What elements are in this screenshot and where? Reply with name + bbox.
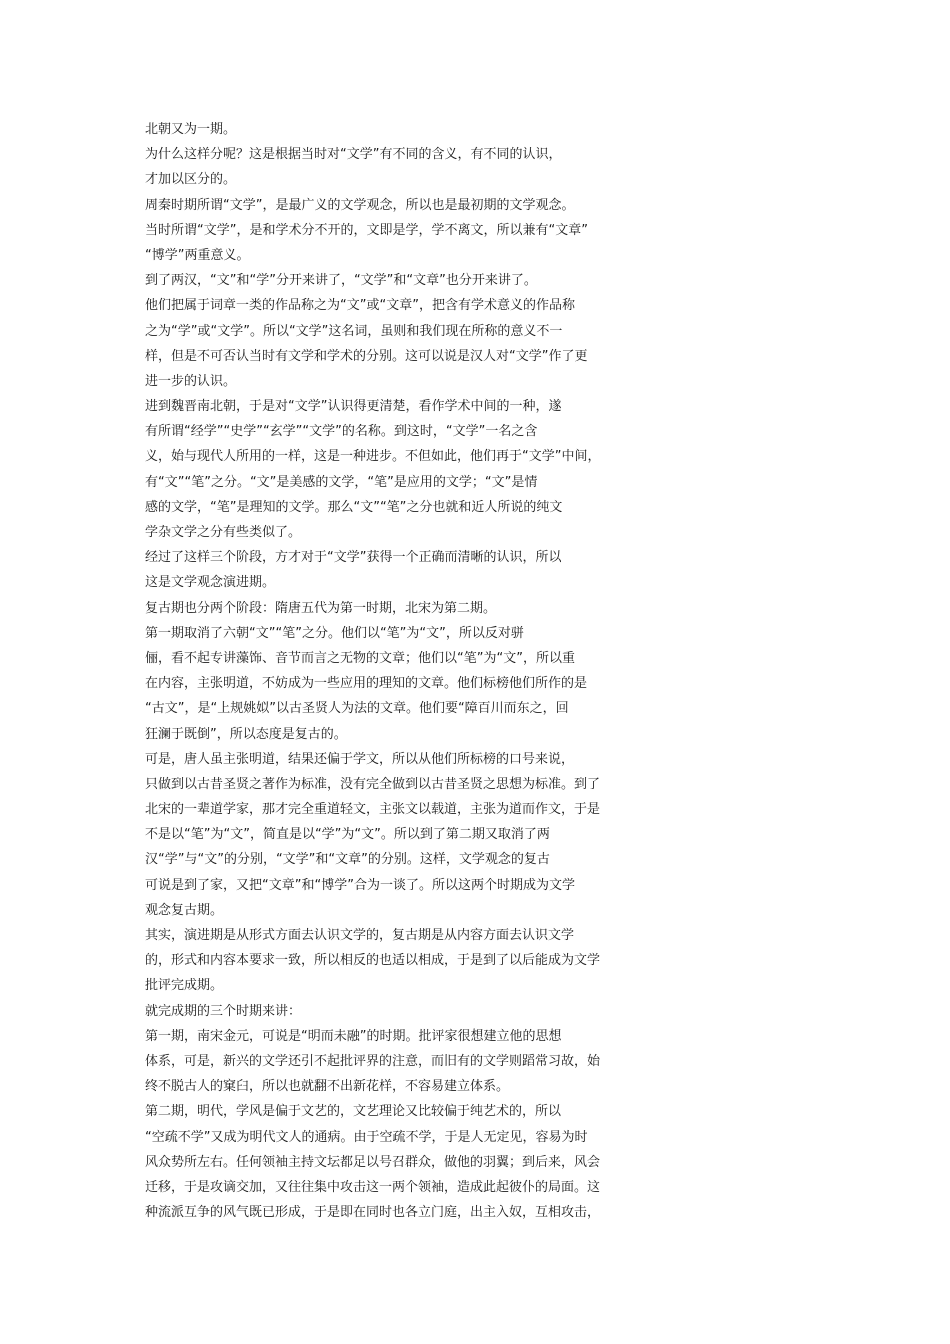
text-line: 其实，演进期是从形式方面去认识文学的，复古期是从内容方面去认识文学 — [145, 928, 575, 943]
text-line: “空疏不学”又成为明代文人的通病。由于空疏不学，于是人无定见，容易为时 — [145, 1129, 588, 1145]
text-line: “古文”，是“上规姚姒”以古圣贤人为法的文章。他们要“障百川而东之，回 — [145, 701, 569, 717]
text-line: “博学”两重意义。 — [145, 247, 250, 263]
text-line: 终不脱古人的窠臼，所以也就翻不出新花样，不容易建立体系。 — [145, 1079, 510, 1095]
text-line: 就完成期的三个时期来讲： — [145, 1003, 302, 1019]
text-line: 第一期，南宋金元，可说是“明而未融”的时期。批评家很想建立他的思想 — [145, 1028, 562, 1044]
text-line: 汉“学”与“文”的分别，“文学”和“文章”的分别。这样，文学观念的复古 — [145, 852, 550, 868]
text-line: 之为“学”或“文学”。所以“文学”这名词，虽则和我们现在所称的意义不一 — [145, 323, 563, 339]
text-line: 进到魏晋南北朝，于是对“文学”认识得更清楚，看作学术中间的一种，遂 — [145, 399, 562, 415]
text-line: 有所谓“经学”“史学”“玄学”“文学”的名称。到这时，“文学”一名之含 — [145, 424, 538, 440]
text-line: 这是文学观念演进期。 — [145, 575, 276, 591]
text-line: 在内容，主张明道，不妨成为一些应用的理知的文章。他们标榜他们所作的是 — [145, 676, 588, 692]
text-line: 进一步的认识。 — [145, 373, 237, 389]
text-line: 当时所谓“文学”，是和学术分不开的，文即是学，学不离文，所以兼有“文章” — [145, 222, 588, 238]
text-line: 只做到以古昔圣贤之著作为标准，没有完全做到以古昔圣贤之思想为标准。到了 — [145, 776, 601, 792]
text-line: 他们把属于词章一类的作品称之为“文”或“文章”，把含有学术意义的作品称 — [145, 298, 575, 314]
text-line: 复古期也分两个阶段：隋唐五代为第一时期，北宋为第二期。 — [145, 600, 497, 616]
text-line: 狂澜于既倒”，所以态度是复古的。 — [145, 726, 347, 742]
text-line: 俪，看不起专讲藻饰、音节而言之无物的文章；他们以“笔”为“文”，所以重 — [145, 650, 575, 666]
body-text — [145, 117, 665, 1225]
text-line: 迁移，于是攻谪交加，又往往集中攻击这一两个领袖，造成此起彼仆的局面。这 — [145, 1179, 601, 1195]
text-line: 北朝又为一期。 — [145, 122, 237, 137]
text-line: 有“文”“笔”之分。“文”是美感的文学，“笔”是应用的文学；“文”是情 — [145, 474, 538, 490]
text-line: 不是以“笔”为“文”，简直是以“学”为“文”。所以到了第二期又取消了两 — [145, 827, 550, 843]
text-line: 义，始与现代人所用的一样，这是一种进步。不但如此，他们再于“文学”中间， — [145, 449, 601, 465]
text-line: 观念复古期。 — [145, 902, 224, 918]
text-line: 感的文学，“笔”是理知的文学。那么“文”“笔”之分也就和近人所说的纯文 — [145, 499, 563, 515]
text-line: 种流派互争的风气既已形成，于是即在同时也各立门庭，出主入奴，互相攻击， — [145, 1205, 601, 1221]
text-line: 可说是到了家，又把“文章”和“博学”合为一谈了。所以这两个时期成为文学 — [145, 877, 575, 893]
text-line: 可是，唐人虽主张明道，结果还偏于学文，所以从他们所标榜的口号来说， — [145, 751, 575, 767]
text-line: 经过了这样三个阶段，方才对于“文学”获得一个正确而清晰的认识，所以 — [145, 550, 562, 566]
text-line: 学杂文学之分有些类似了。 — [145, 525, 302, 540]
text-line: 为什么这样分呢？这是根据当时对“文学”有不同的含义，有不同的认识， — [145, 147, 562, 163]
text-line: 北宋的一辈道学家，那才完全重道轻文，主张文以载道，主张为道而作文，于是 — [145, 802, 601, 818]
text-line: 风众势所左右。任何领袖主持文坛都足以号召群众，做他的羽翼；到后来，风会 — [145, 1154, 601, 1170]
text-line: 才加以区分的。 — [145, 172, 237, 188]
text-line: 到了两汉，“文”和“学”分开来讲了，“文学”和“文章”也分开来讲了。 — [145, 273, 537, 289]
text-line: 样，但是不可否认当时有文学和学术的分别。这可以说是汉人对“文学”作了更 — [145, 348, 588, 364]
text-line: 的，形式和内容本要求一致，所以相反的也适以相成，于是到了以后能成为文学 — [145, 953, 601, 969]
text-line: 第一期取消了六朝“文”“笔”之分。他们以“笔”为“文”，所以反对骈 — [145, 625, 524, 641]
text-line: 周秦时期所谓“文学”，是最广义的文学观念，所以也是最初期的文学观念。 — [145, 197, 575, 213]
text-line: 体系，可是，新兴的文学还引不起批评界的注意，而旧有的文学则蹈常习故，始 — [145, 1053, 601, 1069]
text-line: 批评完成期。 — [145, 978, 224, 994]
text-line: 第二期，明代，学风是偏于文艺的，文艺理论又比较偏于纯艺术的，所以 — [145, 1104, 562, 1120]
